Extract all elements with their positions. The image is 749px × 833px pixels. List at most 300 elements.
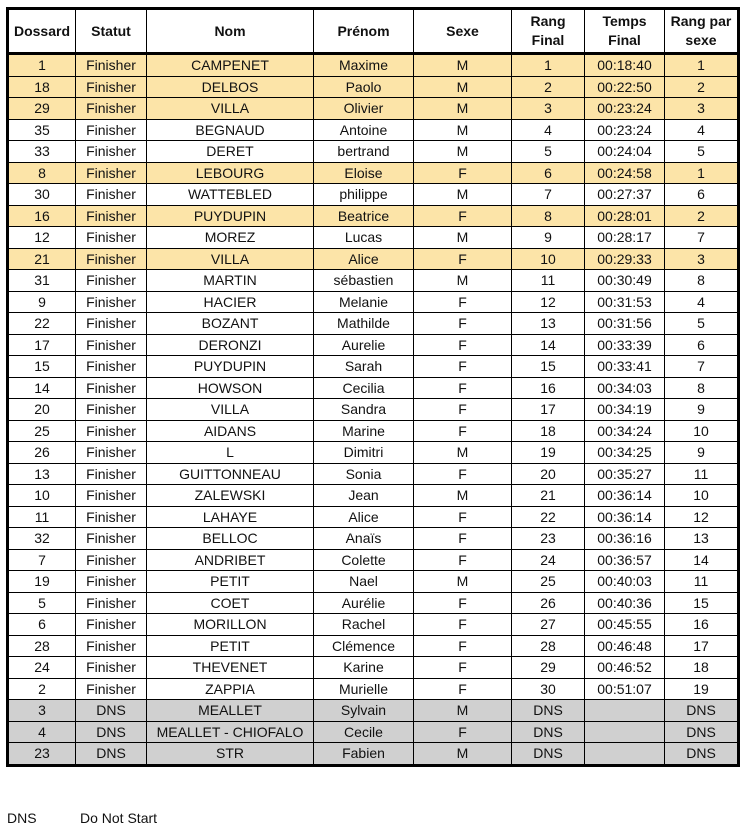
cell-dossard: 30 [8,184,76,206]
cell-rang-sexe: 1 [665,162,739,184]
cell-dossard: 25 [8,420,76,442]
cell-dossard: 28 [8,635,76,657]
table-row [8,549,739,571]
cell-statut: DNS [76,721,147,743]
cell-rang-final: DNS [512,721,585,743]
cell-temps-final: 00:40:03 [585,571,665,593]
cell-rang-final: 8 [512,205,585,227]
cell-sexe: F [414,721,512,743]
cell-rang-final: 18 [512,420,585,442]
cell-rang-sexe: 7 [665,227,739,249]
cell-nom: PETIT [147,571,314,593]
cell-prenom: Fabien [314,743,414,766]
cell-rang-final: DNS [512,743,585,766]
cell-temps-final [585,743,665,766]
cell-dossard: 24 [8,657,76,679]
table-row [8,54,739,77]
cell-sexe: F [414,248,512,270]
cell-statut: Finisher [76,76,147,98]
cell-temps-final: 00:36:57 [585,549,665,571]
cell-prenom: bertrand [314,141,414,163]
cell-dossard: 15 [8,356,76,378]
cell-dossard: 31 [8,270,76,292]
cell-prenom: Karine [314,657,414,679]
cell-dossard: 20 [8,399,76,421]
cell-temps-final: 00:36:16 [585,528,665,550]
cell-nom: ZAPPIA [147,678,314,700]
cell-rang-sexe: 15 [665,592,739,614]
cell-dossard: 1 [8,54,76,77]
cell-statut: Finisher [76,463,147,485]
cell-sexe: F [414,592,512,614]
cell-rang-sexe: 16 [665,614,739,636]
cell-nom: DERET [147,141,314,163]
table-row [8,356,739,378]
header-row [8,9,739,54]
table-row [8,313,739,335]
table-row [8,528,739,550]
cell-rang-final: 13 [512,313,585,335]
cell-statut: Finisher [76,98,147,120]
cell-rang-final: 1 [512,54,585,77]
cell-statut: Finisher [76,442,147,464]
cell-rang-final: 27 [512,614,585,636]
cell-dossard: 33 [8,141,76,163]
cell-rang-sexe: 14 [665,549,739,571]
table-row [8,399,739,421]
cell-temps-final: 00:40:36 [585,592,665,614]
cell-prenom: Sarah [314,356,414,378]
cell-rang-sexe: 4 [665,119,739,141]
cell-temps-final: 00:23:24 [585,98,665,120]
cell-nom: THEVENET [147,657,314,679]
cell-dossard: 10 [8,485,76,507]
cell-sexe: F [414,205,512,227]
cell-nom: HOWSON [147,377,314,399]
cell-temps-final: 00:24:04 [585,141,665,163]
cell-dossard: 22 [8,313,76,335]
cell-prenom: Cecilia [314,377,414,399]
cell-rang-sexe: 19 [665,678,739,700]
cell-sexe: F [414,162,512,184]
cell-statut: Finisher [76,162,147,184]
cell-prenom: Colette [314,549,414,571]
cell-rang-final: 30 [512,678,585,700]
cell-nom: PUYDUPIN [147,356,314,378]
cell-rang-sexe: DNS [665,700,739,722]
table-row [8,743,739,766]
cell-sexe: M [414,442,512,464]
table-row [8,291,739,313]
cell-nom: VILLA [147,98,314,120]
cell-rang-sexe: 9 [665,442,739,464]
table-row [8,205,739,227]
cell-prenom: Beatrice [314,205,414,227]
cell-nom: LAHAYE [147,506,314,528]
cell-rang-final: 5 [512,141,585,163]
cell-rang-sexe: 10 [665,485,739,507]
cell-rang-final: 11 [512,270,585,292]
table-row [8,485,739,507]
cell-rang-sexe: 8 [665,270,739,292]
cell-statut: Finisher [76,291,147,313]
cell-sexe: M [414,743,512,766]
table-row [8,506,739,528]
cell-temps-final: 00:51:07 [585,678,665,700]
cell-prenom: Antoine [314,119,414,141]
cell-nom: DELBOS [147,76,314,98]
cell-rang-final: 26 [512,592,585,614]
cell-temps-final: 00:24:58 [585,162,665,184]
cell-prenom: Rachel [314,614,414,636]
table-row [8,700,739,722]
cell-dossard: 4 [8,721,76,743]
cell-rang-sexe: 6 [665,334,739,356]
cell-sexe: M [414,485,512,507]
cell-sexe: F [414,528,512,550]
cell-statut: Finisher [76,657,147,679]
cell-dossard: 21 [8,248,76,270]
cell-statut: Finisher [76,399,147,421]
cell-rang-sexe: 5 [665,313,739,335]
cell-temps-final: 00:23:24 [585,119,665,141]
cell-rang-sexe: 11 [665,571,739,593]
table-row [8,184,739,206]
cell-rang-sexe: 3 [665,248,739,270]
cell-sexe: F [414,334,512,356]
cell-prenom: Sylvain [314,700,414,722]
cell-dossard: 9 [8,291,76,313]
cell-prenom: Melanie [314,291,414,313]
table-row [8,377,739,399]
cell-prenom: Sonia [314,463,414,485]
cell-temps-final: 00:22:50 [585,76,665,98]
cell-sexe: F [414,399,512,421]
cell-rang-sexe: 11 [665,463,739,485]
header-rang-sexe [665,9,739,54]
cell-temps-final: 00:30:49 [585,270,665,292]
table-row [8,162,739,184]
cell-sexe: M [414,270,512,292]
cell-sexe: M [414,76,512,98]
cell-statut: Finisher [76,592,147,614]
cell-temps-final: 00:27:37 [585,184,665,206]
cell-rang-sexe: 10 [665,420,739,442]
cell-rang-final: 21 [512,485,585,507]
cell-prenom: Clémence [314,635,414,657]
cell-rang-final: 14 [512,334,585,356]
cell-rang-final: 25 [512,571,585,593]
cell-nom: VILLA [147,399,314,421]
cell-nom: WATTEBLED [147,184,314,206]
cell-prenom: Paolo [314,76,414,98]
cell-dossard: 14 [8,377,76,399]
cell-statut: Finisher [76,485,147,507]
cell-sexe: F [414,377,512,399]
cell-rang-sexe: 8 [665,377,739,399]
cell-nom: GUITTONNEAU [147,463,314,485]
cell-sexe: F [414,635,512,657]
cell-statut: Finisher [76,377,147,399]
cell-dossard: 12 [8,227,76,249]
cell-temps-final: 00:28:17 [585,227,665,249]
table-row [8,334,739,356]
cell-temps-final: 00:29:33 [585,248,665,270]
cell-prenom: philippe [314,184,414,206]
cell-statut: DNS [76,700,147,722]
cell-nom: BELLOC [147,528,314,550]
cell-rang-final: 6 [512,162,585,184]
cell-rang-sexe: 4 [665,291,739,313]
cell-temps-final: 00:36:14 [585,485,665,507]
cell-nom: MARTIN [147,270,314,292]
cell-sexe: M [414,700,512,722]
cell-sexe: F [414,463,512,485]
cell-prenom: Olivier [314,98,414,120]
cell-temps-final: 00:33:41 [585,356,665,378]
cell-dossard: 19 [8,571,76,593]
cell-prenom: Alice [314,248,414,270]
cell-dossard: 35 [8,119,76,141]
cell-statut: Finisher [76,678,147,700]
cell-dossard: 13 [8,463,76,485]
cell-prenom: Anaïs [314,528,414,550]
cell-prenom: Jean [314,485,414,507]
cell-sexe: F [414,614,512,636]
cell-prenom: Nael [314,571,414,593]
cell-nom: ZALEWSKI [147,485,314,507]
cell-nom: ANDRIBET [147,549,314,571]
cell-temps-final: 00:31:56 [585,313,665,335]
cell-sexe: F [414,678,512,700]
cell-statut: Finisher [76,227,147,249]
cell-nom: LEBOURG [147,162,314,184]
cell-dossard: 8 [8,162,76,184]
cell-nom: L [147,442,314,464]
header-temps-final-line1: Temps [602,13,647,29]
table-row [8,141,739,163]
cell-sexe: F [414,549,512,571]
header-temps-final-line2: Final [608,32,641,48]
cell-statut: Finisher [76,248,147,270]
cell-prenom: Aurelie [314,334,414,356]
table-row [8,420,739,442]
cell-prenom: Dimitri [314,442,414,464]
cell-statut: Finisher [76,420,147,442]
cell-prenom: Mathilde [314,313,414,335]
cell-rang-final: 15 [512,356,585,378]
table-row [8,571,739,593]
cell-rang-final: 24 [512,549,585,571]
cell-dossard: 18 [8,76,76,98]
cell-nom: BEGNAUD [147,119,314,141]
cell-sexe: M [414,184,512,206]
cell-dossard: 26 [8,442,76,464]
cell-dossard: 3 [8,700,76,722]
cell-statut: Finisher [76,334,147,356]
cell-rang-final: 12 [512,291,585,313]
cell-statut: Finisher [76,528,147,550]
header-nom: Nom [147,9,314,54]
cell-sexe: F [414,506,512,528]
cell-nom: DERONZI [147,334,314,356]
cell-sexe: F [414,356,512,378]
cell-prenom: Murielle [314,678,414,700]
cell-rang-sexe: 1 [665,54,739,77]
cell-nom: MEALLET - CHIOFALO [147,721,314,743]
header-statut: Statut [76,9,147,54]
cell-dossard: 2 [8,678,76,700]
cell-prenom: Cecile [314,721,414,743]
header-rang-final [512,9,585,54]
cell-nom: MEALLET [147,700,314,722]
cell-nom: PETIT [147,635,314,657]
header-rang-final-line1: Rang [530,13,566,29]
cell-rang-final: 20 [512,463,585,485]
cell-prenom: Eloise [314,162,414,184]
cell-rang-sexe: DNS [665,743,739,766]
cell-rang-sexe: 17 [665,635,739,657]
cell-rang-final: 4 [512,119,585,141]
table-row [8,98,739,120]
header-temps-final [585,9,665,54]
table-header [8,9,739,54]
cell-sexe: F [414,657,512,679]
cell-rang-sexe: 5 [665,141,739,163]
cell-temps-final: 00:34:19 [585,399,665,421]
cell-statut: DNS [76,743,147,766]
cell-rang-final: 7 [512,184,585,206]
cell-statut: Finisher [76,356,147,378]
cell-prenom: Lucas [314,227,414,249]
cell-prenom: sébastien [314,270,414,292]
cell-temps-final: 00:36:14 [585,506,665,528]
cell-rang-final: 22 [512,506,585,528]
results-table-container [6,7,740,767]
cell-temps-final: 00:46:48 [585,635,665,657]
legend-meaning: Do Not Start [80,810,158,826]
cell-sexe: M [414,98,512,120]
cell-statut: Finisher [76,270,147,292]
cell-temps-final: 00:46:52 [585,657,665,679]
legend [7,810,157,826]
cell-statut: Finisher [76,184,147,206]
table-row [8,248,739,270]
cell-statut: Finisher [76,549,147,571]
cell-dossard: 5 [8,592,76,614]
cell-sexe: F [414,313,512,335]
cell-temps-final: 00:31:53 [585,291,665,313]
cell-dossard: 29 [8,98,76,120]
cell-dossard: 32 [8,528,76,550]
table-row [8,442,739,464]
cell-rang-final: 19 [512,442,585,464]
cell-statut: Finisher [76,635,147,657]
cell-temps-final [585,700,665,722]
cell-dossard: 23 [8,743,76,766]
table-row [8,270,739,292]
cell-rang-sexe: 7 [665,356,739,378]
cell-statut: Finisher [76,571,147,593]
table-row [8,592,739,614]
cell-rang-final: 23 [512,528,585,550]
cell-temps-final: 00:35:27 [585,463,665,485]
table-row [8,721,739,743]
cell-nom: HACIER [147,291,314,313]
table-row [8,614,739,636]
cell-nom: VILLA [147,248,314,270]
cell-dossard: 6 [8,614,76,636]
cell-nom: BOZANT [147,313,314,335]
cell-rang-sexe: 2 [665,76,739,98]
cell-sexe: M [414,54,512,77]
cell-statut: Finisher [76,313,147,335]
cell-statut: Finisher [76,506,147,528]
cell-temps-final: 00:34:03 [585,377,665,399]
legend-abbreviation: DNS [7,810,37,826]
cell-nom: CAMPENET [147,54,314,77]
cell-statut: Finisher [76,54,147,77]
cell-rang-sexe: 9 [665,399,739,421]
header-prenom: Prénom [314,9,414,54]
cell-statut: Finisher [76,205,147,227]
cell-prenom: Marine [314,420,414,442]
cell-rang-final: 2 [512,76,585,98]
cell-prenom: Aurélie [314,592,414,614]
table-row [8,635,739,657]
cell-rang-final: 17 [512,399,585,421]
cell-rang-sexe: 12 [665,506,739,528]
header-rang-sexe-line1: Rang par [670,13,732,29]
cell-rang-sexe: 2 [665,205,739,227]
table-row [8,657,739,679]
cell-sexe: M [414,571,512,593]
table-row [8,227,739,249]
table-row [8,119,739,141]
cell-temps-final [585,721,665,743]
cell-sexe: F [414,420,512,442]
cell-rang-sexe: 13 [665,528,739,550]
cell-nom: MORILLON [147,614,314,636]
cell-rang-sexe: 3 [665,98,739,120]
table-row [8,678,739,700]
cell-rang-final: 3 [512,98,585,120]
cell-temps-final: 00:45:55 [585,614,665,636]
cell-nom: PUYDUPIN [147,205,314,227]
cell-sexe: M [414,141,512,163]
header-rang-final-line2: Final [531,32,565,48]
cell-prenom: Alice [314,506,414,528]
cell-rang-final: DNS [512,700,585,722]
cell-sexe: M [414,227,512,249]
cell-dossard: 16 [8,205,76,227]
table-row [8,76,739,98]
cell-temps-final: 00:33:39 [585,334,665,356]
cell-temps-final: 00:34:25 [585,442,665,464]
cell-temps-final: 00:28:01 [585,205,665,227]
cell-rang-final: 28 [512,635,585,657]
cell-sexe: M [414,119,512,141]
cell-nom: STR [147,743,314,766]
header-sexe: Sexe [414,9,512,54]
cell-temps-final: 00:18:40 [585,54,665,77]
cell-nom: MOREZ [147,227,314,249]
cell-nom: AIDANS [147,420,314,442]
cell-dossard: 11 [8,506,76,528]
cell-sexe: F [414,291,512,313]
cell-rang-final: 10 [512,248,585,270]
cell-dossard: 7 [8,549,76,571]
